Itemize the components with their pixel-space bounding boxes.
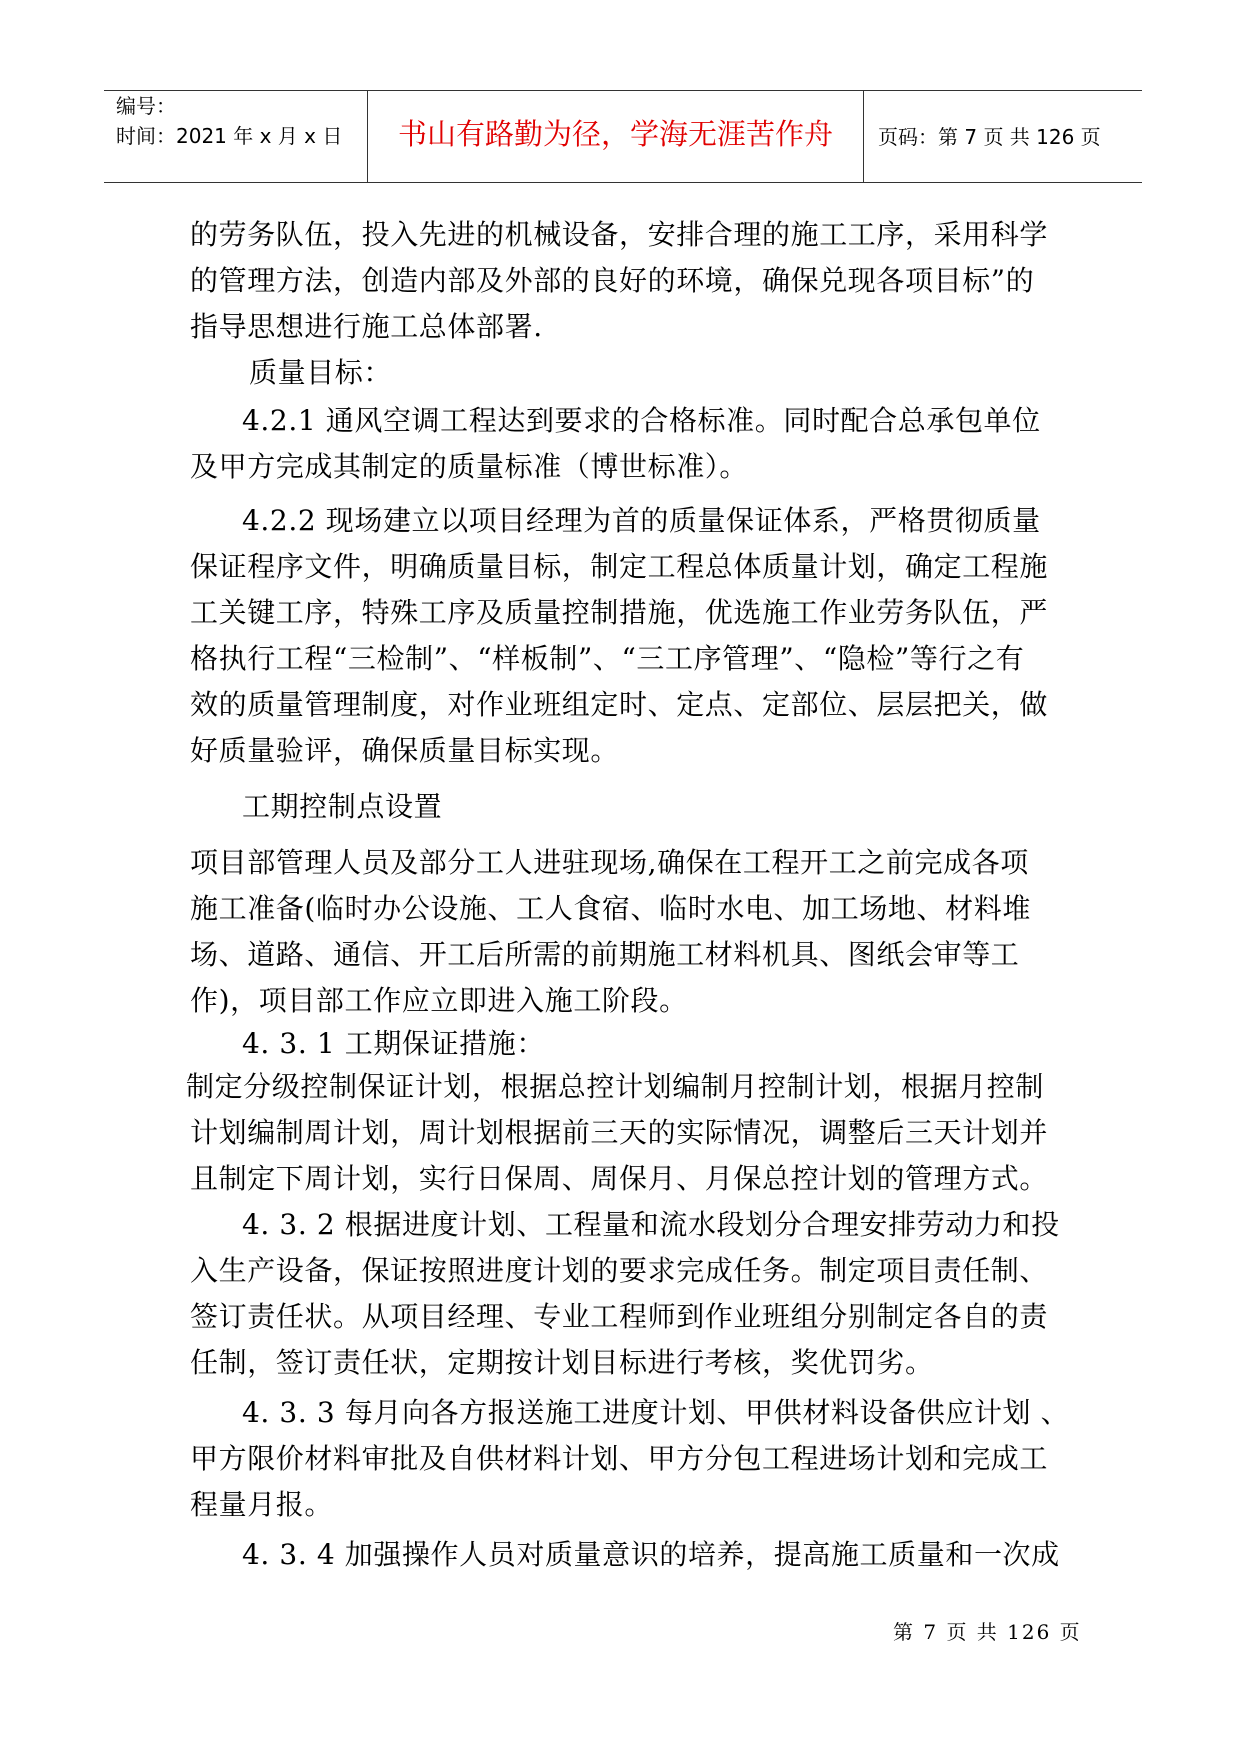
body-line: 4. 3. 2 根据进度计划、工程量和流水段划分合理安排劳动力和投 bbox=[242, 1208, 1060, 1241]
page-footer-number: 第 7 页 共 126 页 bbox=[893, 1620, 1082, 1644]
body-line: 4. 3. 3 每月向各方报送施工进度计划、甲供材料设备供应计划 、 bbox=[242, 1396, 1070, 1429]
body-line: 场、道路、通信、开工后所需的前期施工材料机具、图纸会审等工 bbox=[190, 938, 1020, 971]
document-date-label: 时间：2021 年 x 月 x 日 bbox=[116, 124, 343, 148]
body-line: 保证程序文件，明确质量目标，制定工程总体质量计划，确定工程施 bbox=[190, 550, 1049, 583]
body-line: 签订责任状。从项目经理、专业工程师到作业班组分别制定各自的责 bbox=[190, 1300, 1049, 1333]
body-line: 好质量验评，确保质量目标实现。 bbox=[190, 734, 620, 767]
header-left-cell bbox=[104, 91, 368, 182]
body-line: 计划编制周计划，周计划根据前三天的实际情况，调整后三天计划并 bbox=[190, 1116, 1049, 1149]
document-body bbox=[186, 212, 1070, 1578]
body-line: 且制定下周计划，实行日保周、周保月、月保总控计划的管理方式。 bbox=[190, 1162, 1049, 1195]
page-header bbox=[104, 90, 1142, 183]
body-line: 工关键工序，特殊工序及质量控制措施，优选施工作业劳务队伍，严 bbox=[190, 596, 1049, 629]
section-heading-quality-goal: 质量目标： bbox=[249, 356, 393, 389]
section-heading-schedule-control: 工期控制点设置 bbox=[242, 790, 443, 823]
body-line: 4.2.1 通风空调工程达到要求的合格标准。同时配合总承包单位 bbox=[242, 404, 1041, 437]
body-line: 指导思想进行施工总体部署. bbox=[190, 310, 543, 343]
header-motto-cell bbox=[368, 91, 864, 182]
document-number-label: 编号： bbox=[116, 94, 176, 118]
body-line: 的劳务队伍，投入先进的机械设备，安排合理的施工工序，采用科学 bbox=[190, 218, 1049, 251]
body-line: 及甲方完成其制定的质量标准（博世标准）。 bbox=[190, 450, 749, 483]
body-line: 制定分级控制保证计划，根据总控计划编制月控制计划，根据月控制 bbox=[186, 1070, 1045, 1103]
body-line: 4.2.2 现场建立以项目经理为首的质量保证体系，严格贯彻质量 bbox=[242, 504, 1041, 537]
header-page-code: 页码：第 7 页 共 126 页 bbox=[878, 125, 1101, 149]
body-line: 施工准备(临时办公设施、工人食宿、临时水电、加工场地、材料堆 bbox=[190, 892, 1031, 925]
header-motto: 书山有路勤为径，学海无涯苦作舟 bbox=[397, 117, 833, 151]
body-line: 入生产设备，保证按照进度计划的要求完成任务。制定项目责任制、 bbox=[190, 1254, 1049, 1287]
body-line: 甲方限价材料审批及自供材料计划、甲方分包工程进场计划和完成工 bbox=[190, 1442, 1049, 1475]
body-line: 4. 3. 4 加强操作人员对质量意识的培养，提高施工质量和一次成 bbox=[242, 1538, 1060, 1571]
section-heading-schedule-measures: 4. 3. 1 工期保证措施： bbox=[242, 1027, 545, 1060]
body-line: 效的质量管理制度，对作业班组定时、定点、定部位、层层把关，做 bbox=[190, 688, 1049, 721]
body-line: 项目部管理人员及部分工人进驻现场,确保在工程开工之前完成各项 bbox=[190, 846, 1029, 879]
header-page-cell bbox=[864, 91, 1142, 182]
body-line: 格执行工程“三检制”、“样板制”、“三工序管理”、“隐检”等行之有 bbox=[190, 642, 1025, 675]
body-line: 任制，签订责任状，定期按计划目标进行考核，奖优罚劣。 bbox=[190, 1346, 934, 1379]
body-line: 的管理方法，创造内部及外部的良好的环境，确保兑现各项目标”的 bbox=[190, 264, 1035, 297]
body-line: 程量月报。 bbox=[190, 1488, 334, 1521]
body-line: 作)，项目部工作应立即进入施工阶段。 bbox=[190, 984, 688, 1017]
